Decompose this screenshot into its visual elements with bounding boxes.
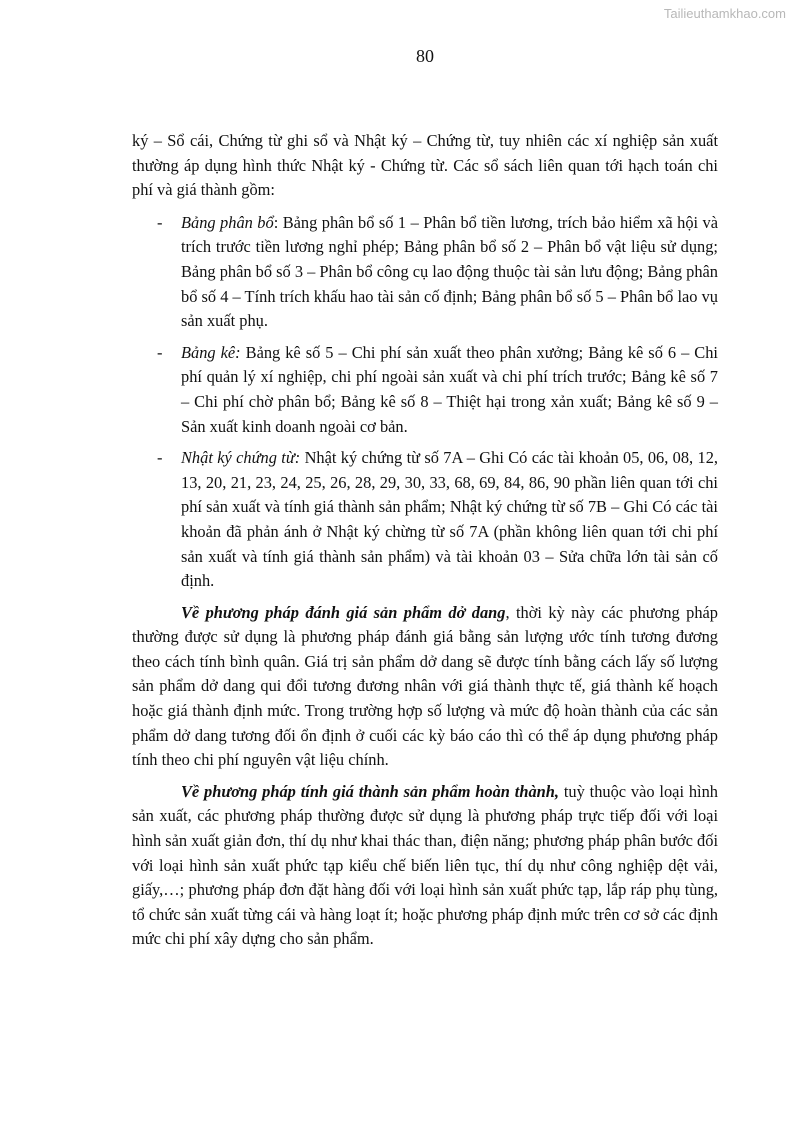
bullet-term: Bảng phân bổ	[181, 212, 274, 232]
paragraph-lead: Về phương pháp tính giá thành sản phẩm hoàn thành,	[181, 781, 559, 801]
document-body	[132, 129, 718, 959]
intro-paragraph: ký – Sổ cái, Chứng từ ghi sổ và Nhật ký – Chứng từ, tuy nhiên các xí nghiệp sản xuất thường áp dụng hình thức Nhật ký - Chứng từ. Các sổ sách liên quan tới hạch toán chi phí và giá thành gồm:	[132, 131, 718, 200]
paragraph-text: tuỳ thuộc vào loại hình sản xuất, các phương pháp thường được sử dụng là phương pháp trực tiếp đối với loại hình sản xuất giản đơn, thí dụ như khai thác than, điện năng; phương pháp phân bước đối với loại hình sản xuất phức tạp kiểu chế biến liên tục, thí dụ như công nghiệp dệt vải, giấy,…; phương pháp đơn đặt hàng đối với loại hình sản xuất phức tạp, lắp ráp phụ tùng, tổ chức sản xuất từng cái và hàng loạt ít; hoặc phương pháp định mức trên cơ sở các định mức chi phí xây dựng cho sản phẩm.	[132, 781, 718, 949]
list-item	[132, 341, 718, 439]
paragraph-text: , thời kỳ này các phương pháp thường được sử dụng là phương pháp đánh giá bằng sản lượng ước tính tương đương theo cách tính bình quân. Giá trị sản phẩm dở dang sẽ được tính bằng cách lấy số lượng sản phẩm dở dang qui đổi tương đương nhân với giá thành thực tế, giá thành kế hoạch hoặc giá thành định mức. Trong trường hợp số lượng và mức độ hoàn thành của các sản phẩm dở dang tương đối ổn định ở cuối các kỳ báo cáo thì có thể áp dụng phương pháp tính theo chi phí nguyên vật liệu chính.	[132, 602, 718, 770]
page-number: 80	[416, 46, 434, 66]
bullet-list	[132, 211, 718, 594]
bullet-text: Bảng kê số 5 – Chi phí sản xuất theo phân xưởng; Bảng kê số 6 – Chi phí quản lý xí nghiệp, chi phí ngoài sản xuất và chi phí trích trước; Bảng kê số 7 – Chi phí chờ phân bổ; Bảng kê số 8 – Thiệt hại trong xản xuất; Bảng kê số 9 – Sản xuất kinh doanh ngoài cơ bản.	[181, 342, 718, 436]
list-item	[132, 446, 718, 594]
bullet-text: Nhật ký chứng từ số 7A – Ghi Có các tài khoản 05, 06, 08, 12, 13, 20, 21, 23, 24, 25, 26, 28, 29, 30, 33, 68, 69, 84, 86, 90 phần liên quan tới chi phí sản xuất và tính giá thành sản phẩm; Nhật ký chứng từ số 7B – Ghi Có các tài khoản đã phản ánh ở Nhật ký chừng từ số 7A (phần không liên quan tới chi phí sản xuất và tính giá thành sản phẩm) và tài khoản 03 – Sửa chữa lớn tài sản cố định.	[181, 448, 718, 591]
bullet-dash: -	[157, 342, 163, 362]
paragraph-costing-method	[132, 780, 718, 952]
watermark: Tailieuthamkhao.com	[663, 6, 786, 21]
bullet-dash: -	[157, 448, 163, 468]
bullet-dash: -	[157, 212, 163, 232]
bullet-text: : Bảng phân bổ số 1 – Phân bổ tiền lương, trích bảo hiểm xã hội và trích trước tiền lương nghỉ phép; Bảng phân bổ số 2 – Phân bổ vật liệu sử dụng; Bảng phân bổ số 3 – Phân bổ công cụ lao động thuộc tài sản lưu động; Bảng phân bổ số 4 – Tính trích khấu hao tài sản cố định; Bảng phân bổ số 5 – Phân bổ lao vụ sản xuất phụ.	[181, 212, 719, 331]
bullet-term: Nhật ký chứng từ:	[181, 448, 301, 468]
list-item	[132, 211, 718, 334]
paragraph-wip-valuation	[132, 601, 718, 773]
paragraph-lead: Về phương pháp đánh giá sản phẩm dở dang	[181, 602, 506, 622]
bullet-term: Bảng kê:	[181, 342, 241, 362]
